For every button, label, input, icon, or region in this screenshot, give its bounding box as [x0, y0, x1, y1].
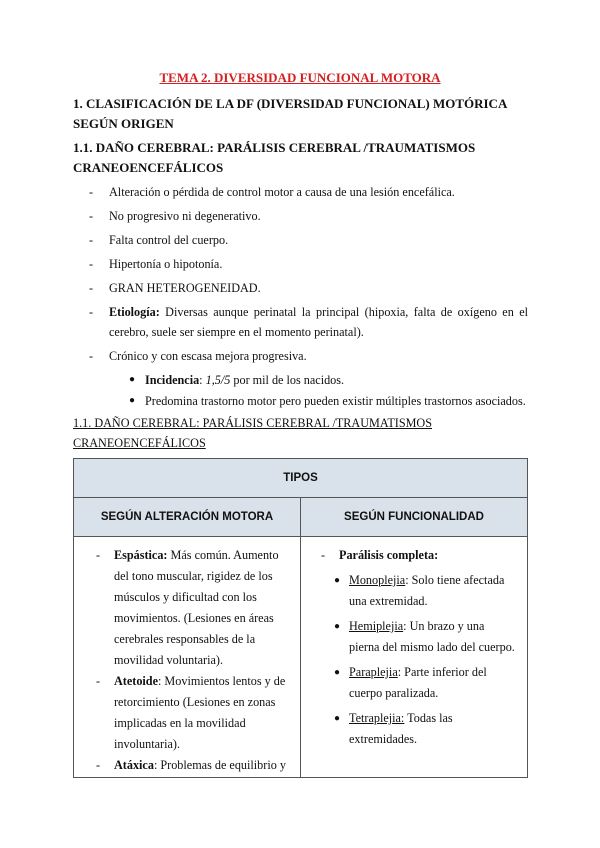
list-item: - Alteración o pérdida de control motor a causa de una lesión encefálica. [89, 185, 455, 199]
list-item-paralisis-completa: - Parálisis completa: [321, 548, 439, 562]
table-header-tipos: TIPOS [74, 459, 528, 498]
bullet-list [73, 182, 528, 412]
tipos-table [73, 458, 528, 778]
section-heading-underlined: 1.1. DAÑO CEREBRAL: PARÁLISIS CEREBRAL /TRAUMATISMOS CRANEOENCEFÁLICOS [73, 416, 433, 450]
sub-list-item: ● Predomina trastorno motor pero pueden existir múltiples trastornos asociados. [73, 391, 528, 411]
bullet-dot-icon: ● [334, 575, 341, 586]
list-item-espastica: - Espástica: Más común. Aumento del tono muscular, rigidez de los músculos y dificultad con los movimientos. (Lesiones en áreas cerebrales responsables de la movilidad voluntaria). [96, 548, 279, 667]
sub-list-item-incidencia: ● Incidencia: 1,5/5 por mil de los nacidos. [73, 370, 528, 390]
sub-list-item-tetraplejia: ● Tetraplejia: Todas las extremidades. [301, 708, 517, 750]
bullet-dot-icon: ● [334, 621, 341, 632]
list-item: - GRAN HETEROGENEIDAD. [89, 281, 261, 295]
list-item: - No progresivo ni degenerativo. [89, 209, 261, 223]
list-item: - Crónico y con escasa mejora progresiva. [89, 349, 307, 363]
sub-list-item-paraplejia: ● Paraplejia: Parte inferior del cuerpo paralizada. [301, 662, 517, 704]
heading-dano-cerebral: 1.1. DAÑO CEREBRAL: PARÁLISIS CEREBRAL /TRAUMATISMOS CRANEOENCEFÁLICOS [73, 140, 476, 175]
list-item-etiologia: - Etiología: Diversas aunque perinatal la principal (hipoxia, falta de oxígeno en el cerebro, suele ser siempre en el momento perinatal). [89, 305, 528, 339]
bullet-dot-icon: ● [129, 374, 136, 385]
column-header-alteracion: SEGÚN ALTERACIÓN MOTORA [74, 498, 301, 537]
list-item: - Falta control del cuerpo. [89, 233, 229, 247]
list-item-atetoide: - Atetoide: Movimientos lentos y de retorcimiento (Lesiones en zonas implicadas en la movilidad involuntaria). [96, 674, 286, 751]
list-item: - Hipertonía o hipotonía. [89, 257, 223, 271]
bullet-dot-icon: ● [334, 713, 341, 724]
sub-list-item-monoplejia: ● Monoplejia: Solo tiene afectada una extremidad. [301, 570, 517, 612]
column-header-funcionalidad: SEGÚN FUNCIONALIDAD [301, 498, 528, 537]
sub-list-item-hemiplejia: ● Hemiplejia: Un brazo y una pierna del mismo lado del cuerpo. [301, 616, 517, 658]
bullet-dot-icon: ● [334, 667, 341, 678]
bullet-dot-icon: ● [129, 395, 136, 406]
document-title: TEMA 2. DIVERSIDAD FUNCIONAL MOTORA [159, 70, 441, 85]
cell-funcionalidad [301, 537, 528, 778]
heading-clasificacion: 1. CLASIFICACIÓN DE LA DF (DIVERSIDAD FUNCIONAL) MOTÓRICA SEGÚN ORIGEN [73, 96, 507, 131]
list-item-ataxica: - Atáxica: Problemas de equilibrio y [96, 758, 286, 772]
cell-alteracion-motora [74, 537, 301, 778]
